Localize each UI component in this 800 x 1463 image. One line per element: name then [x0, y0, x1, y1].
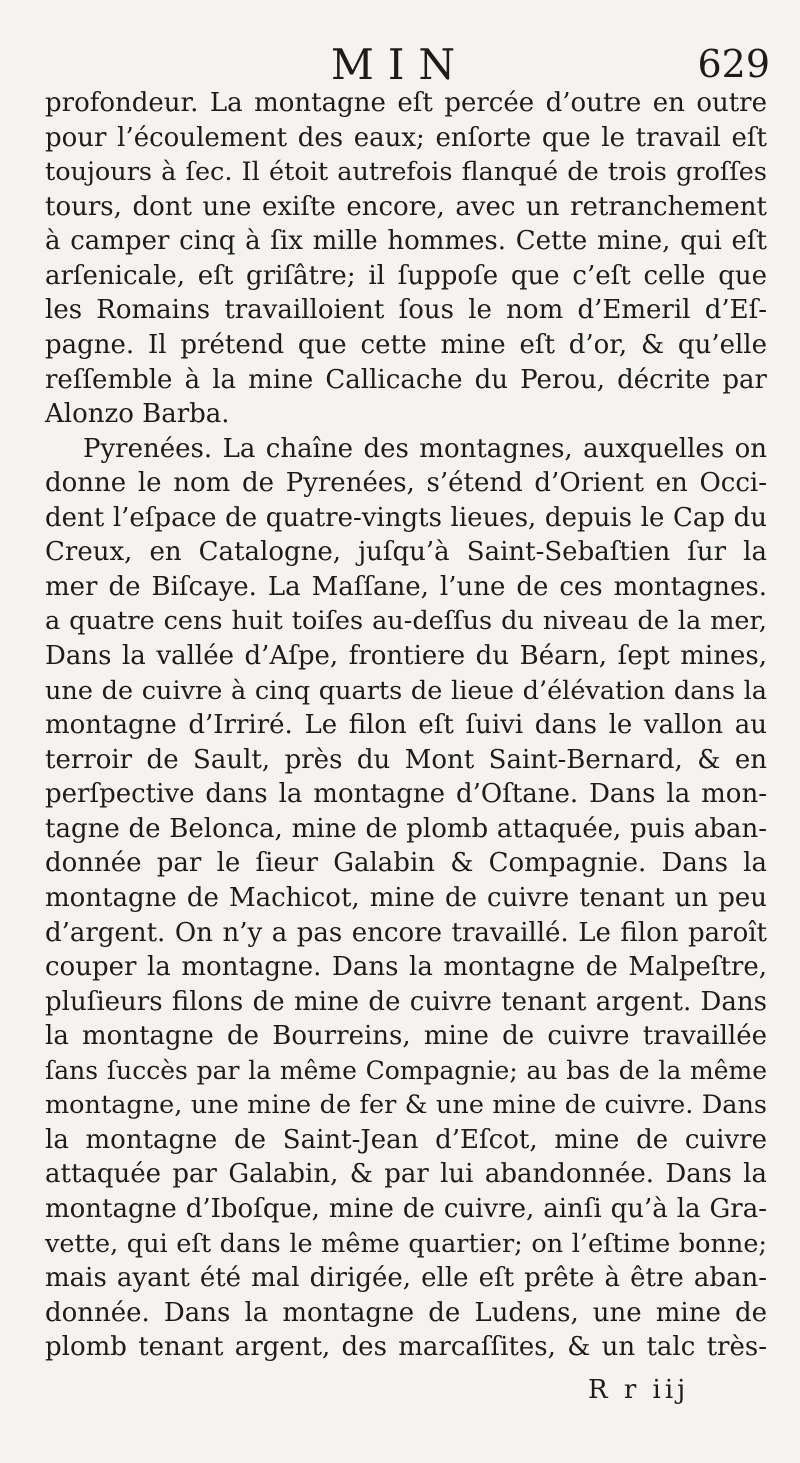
- text-line: reſſemble à la mine Callicache du Perou, décrite par: [45, 364, 767, 395]
- text-line: profondeur. La montagne eſt percée d’outre en outre: [45, 88, 767, 118]
- text-line: la montagne de Bourreins, mine de cuivre travaillée: [45, 1021, 767, 1052]
- text-line: pour l’écoulement des eaux; enſorte que le travail eſt: [45, 122, 767, 153]
- text-line: perſpective dans la montagne d’Oſtane. Dans la mon-: [45, 779, 767, 810]
- signature-mark: R r iij: [588, 1375, 690, 1405]
- text-line: dent l’eſpace de quatre-vingts lieues, depuis le Cap du: [45, 502, 767, 533]
- text-line: montagne d’Irriré. Le filon eſt ſuivi dans le vallon au: [45, 710, 767, 741]
- text-line: donnée. Dans la montagne de Ludens, une mine de: [45, 1297, 767, 1328]
- text-line: plomb tenant argent, des marcaſſites, & un talc très-: [45, 1332, 767, 1363]
- text-line: Pyrenées. La chaîne des montagnes, auxquelles on: [83, 433, 767, 464]
- text-line: mer de Biſcaye. La Maſſane, l’une de ces montagnes.: [45, 571, 767, 602]
- text-line: Dans la vallée d’Aſpe, frontiere du Béarn, ſept mines,: [45, 641, 767, 671]
- text-line: tagne de Belonca, mine de plomb attaquée, puis aban-: [45, 813, 767, 844]
- text-line: vette, qui eſt dans le même quartier; on l’eſtime bonne;: [45, 1228, 767, 1259]
- text-line: Creux, en Catalogne, juſqu’à Saint-Sebaſtien ſur la: [45, 537, 767, 568]
- text-line: arſenicale, eſt griſâtre; il ſuppoſe que c’eſt celle que: [45, 260, 767, 291]
- page-number: 629: [697, 42, 770, 86]
- text-line: ſans ſuccès par la même Compagnie; au bas de la même: [45, 1055, 767, 1085]
- text-line: couper la montagne. Dans la montagne de Malpeſtre,: [45, 952, 767, 983]
- running-head: MIN: [330, 40, 470, 89]
- text-line: montagne d’Iboſque, mine de cuivre, ainſi qu’à la Gra-: [45, 1194, 767, 1224]
- text-line: montagne de Machicot, mine de cuivre tenant un peu: [45, 882, 767, 913]
- text-line: pagne. Il prétend que cette mine eſt d’or, & qu’elle: [45, 329, 767, 360]
- text-line: les Romains travailloient ſous le nom d’Emeril d’Eſ-: [45, 295, 767, 326]
- text-line: mais ayant été mal dirigée, elle eſt prête à être aban-: [45, 1263, 767, 1294]
- text-line: pluſieurs filons de mine de cuivre tenant argent. Dans: [45, 986, 767, 1017]
- text-line: toujours à ſec. Il étoit autrefois flanqué de trois groſſes: [45, 157, 767, 188]
- text-line: terroir de Sault, près du Mont Saint-Bernard, & en: [45, 744, 767, 775]
- text-line: attaquée par Galabin, & par lui abandonnée. Dans la: [45, 1159, 767, 1190]
- text-line: donne le nom de Pyrenées, s’étend d’Orient en Occi-: [45, 468, 767, 499]
- text-line: Alonzo Barba.: [45, 399, 230, 430]
- text-line: a quatre cens huit toiſes au-deſſus du niveau de la mer,: [45, 606, 767, 637]
- body-text: [45, 86, 767, 1365]
- text-line: donnée par le ſieur Galabin & Compagnie. Dans la: [45, 848, 767, 879]
- text-line: tours, dont une exiſte encore, avec un retranchement: [45, 191, 767, 222]
- text-line: montagne, une mine de fer & une mine de cuivre. Dans: [45, 1090, 767, 1121]
- text-line: d’argent. On n’y a pas encore travaillé. Le filon paroît: [45, 917, 767, 948]
- text-line: une de cuivre à cinq quarts de lieue d’élévation dans la: [45, 675, 767, 706]
- text-line: la montagne de Saint-Jean d’Eſcot, mine de cuivre: [45, 1124, 767, 1155]
- text-line: à camper cinq à ſix mille hommes. Cette mine, qui eſt: [45, 226, 767, 257]
